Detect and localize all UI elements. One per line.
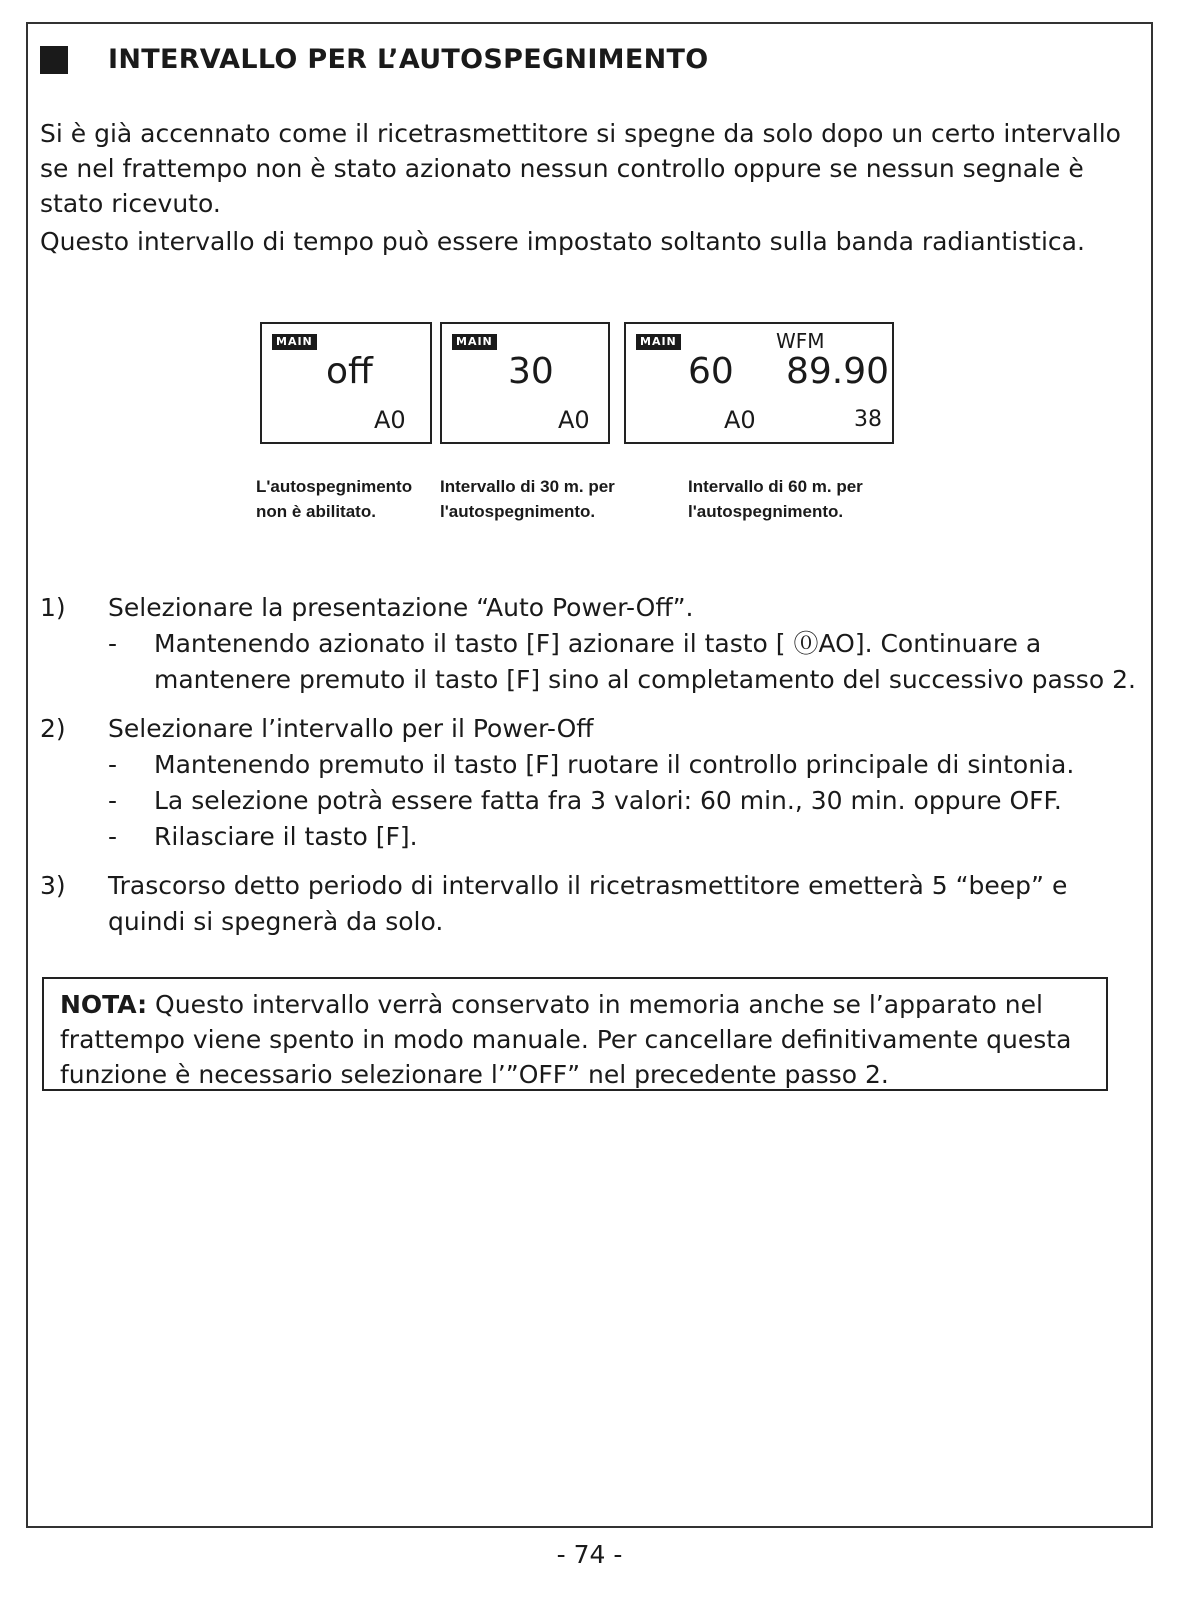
lcd-value: 60 — [688, 351, 734, 392]
step-number: 2) — [40, 714, 66, 743]
section-title: INTERVALLO PER L’AUTOSPEGNIMENTO — [108, 44, 709, 75]
lcd-code: A0 — [374, 406, 406, 434]
step-title: Selezionare la presentazione “Auto Power-Off”. — [108, 593, 694, 622]
lcd-code: A0 — [558, 406, 590, 434]
lcd-display-off — [260, 322, 432, 444]
main-badge: MAIN — [272, 334, 317, 350]
substep-text: Mantenendo azionato il tasto [F] azionare il tasto [ ⓪AO]. Continuare a mantenere premuto il tasto [F] sino al completamento del successivo passo 2. — [154, 629, 1136, 694]
heading-square-icon — [40, 46, 68, 74]
page-number: - 74 - — [556, 1540, 623, 1569]
lcd-frequency: 89.90 — [786, 351, 890, 392]
lcd-value: off — [326, 351, 373, 392]
step-title: Selezionare l’intervallo per il Power-Off — [108, 714, 594, 743]
dash-bullet: - — [108, 786, 118, 815]
step-title: Trascorso detto periodo di intervallo il ricetrasmettitore emetterà 5 “beep” e quindi si spegnerà da solo. — [108, 871, 1068, 936]
note-box — [42, 977, 1108, 1091]
lcd-value: 30 — [508, 351, 554, 392]
caption-30: Intervallo di 30 m. per l'autospegnimento. — [440, 477, 615, 521]
step-substep — [108, 626, 1150, 698]
step-substep — [108, 783, 1150, 819]
step-3 — [40, 868, 1150, 940]
step-substep — [108, 819, 1150, 855]
step-1 — [40, 590, 1150, 698]
substep-text: Mantenendo premuto il tasto [F] ruotare il controllo principale di sintonia. — [154, 750, 1075, 779]
main-badge: MAIN — [636, 334, 681, 350]
note-text: Questo intervallo verrà conservato in memoria anche se l’apparato nel frattempo viene spento in modo manuale. Per cancellare definitivamente questa funzione è necessario selezionare l’”OFF” nel precedente passo 2. — [60, 990, 1072, 1089]
caption-60: Intervallo di 60 m. per l'autospegnimento. — [688, 477, 863, 521]
lcd-display-30 — [440, 322, 610, 444]
main-badge: MAIN — [452, 334, 497, 350]
substep-text: Rilasciare il tasto [F]. — [154, 822, 418, 851]
section-heading — [40, 44, 708, 75]
dash-bullet: - — [108, 629, 118, 658]
step-2 — [40, 711, 1150, 855]
intro-paragraph-2: Questo intervallo di tempo può essere impostato soltanto sulla banda radiantistica. — [40, 227, 1085, 256]
intro-paragraph-1: Si è già accennato come il ricetrasmettitore si spegne da solo dopo un certo intervallo se nel frattempo non è stato azionato nessun controllo oppure se nessun segnale è stato ricevuto. — [40, 119, 1121, 218]
note-label: NOTA: — [60, 990, 148, 1019]
lcd-mode: WFM — [776, 329, 825, 353]
dash-bullet: - — [108, 750, 118, 779]
lcd-channel: 38 — [854, 407, 882, 432]
step-number: 1) — [40, 593, 66, 622]
substep-text: La selezione potrà essere fatta fra 3 valori: 60 min., 30 min. oppure OFF. — [154, 786, 1062, 815]
lcd-display-60 — [624, 322, 894, 444]
lcd-code: A0 — [724, 406, 756, 434]
step-substep — [108, 747, 1150, 783]
dash-bullet: - — [108, 822, 118, 851]
caption-off: L'autospegnimento non è abilitato. — [256, 477, 413, 521]
step-number: 3) — [40, 871, 66, 900]
